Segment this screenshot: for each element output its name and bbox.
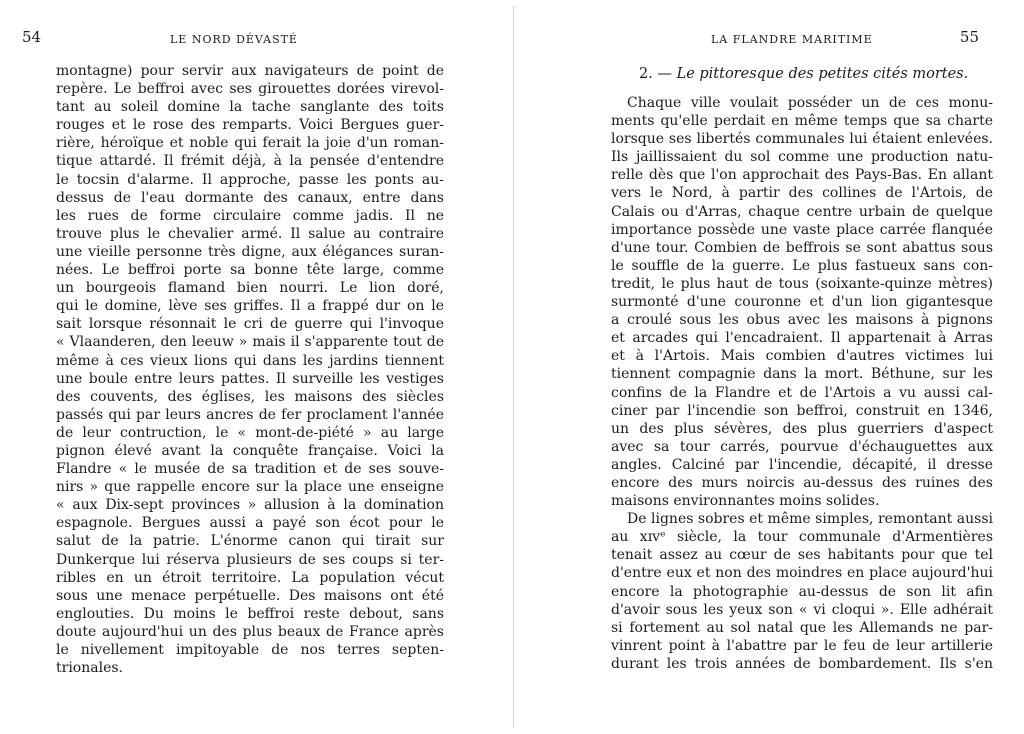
text-line: les rues de forme circulaire comme jadis. Il ne	[56, 207, 444, 224]
text-line: a croulé sous les obus avec les maisons à pignons	[611, 312, 993, 329]
text-line: au xɪvᵉ siècle, la tour communale d'Armentières	[611, 529, 993, 546]
section-number: 2. —	[639, 66, 672, 82]
text-line: durant les trois années de bombardement. Ils s'en	[611, 655, 993, 672]
text-line: vinrent point à l'abattre par le feu de leur artillerie	[611, 637, 993, 654]
text-line: surmonté d'une couronne et d'un lion gigantesque	[611, 294, 993, 311]
text-line: tredit, le plus haut de tous (soixante-quinze mètres)	[611, 275, 993, 292]
text-line: un des plus sévères, des plus guerriers d'aspect	[611, 420, 993, 437]
right-body-text	[611, 94, 993, 673]
right-running-title: LA FLANDRE MARITIME	[711, 33, 873, 46]
text-line: importance possède une vaste place carrée flanquée	[611, 221, 993, 238]
text-line: lorsque ses libertés communales lui étaient enlevées.	[611, 131, 993, 148]
text-line: doute aujourd'hui un des plus beaux de France après	[56, 623, 444, 640]
text-line: maisons environnantes moins solides.	[611, 493, 880, 510]
text-line: trouve plus le chevalier armé. Il salue au contraire	[56, 225, 444, 242]
text-line: relle dès que l'on approchait des Pays-Bas. En allant	[611, 167, 993, 184]
text-line: et arcades qui l'encadraient. Il appartenait à Arras	[611, 330, 993, 347]
text-line: une boule entre leurs pattes. Il surveille les vestiges	[56, 370, 444, 387]
text-line: de leur contruction, le « mont-de-piété » au large	[56, 424, 444, 441]
text-line: le nivellement impitoyable de nos terres septen-	[56, 642, 444, 658]
text-line: Chaque ville voulait posséder un de ces monu-	[627, 95, 993, 111]
text-line: dessus de l'eau dormante des canaux, entre dans	[56, 189, 444, 206]
text-line: angles. Calciné par l'incendie, décapité, il dresse	[611, 456, 993, 473]
text-line: confins de la Flandre et de l'Artois a vu aussi cal-	[611, 384, 993, 401]
text-line: sous une menace perpétuelle. Des maisons ont été	[56, 587, 444, 604]
text-line: ments qu'elle perdait en même temps que sa charte	[611, 113, 993, 130]
text-line: un bourgeois flamand bien nourri. Le lion doré,	[56, 280, 444, 297]
left-running-head	[18, 30, 448, 52]
text-line: si fortement au sol natal que les Allemands ne par-	[611, 619, 993, 636]
section-title: Le pittoresque des petites cités mortes.	[676, 66, 969, 82]
text-line: d'une tour. Combien de beffrois se sont abattus sous	[611, 239, 993, 256]
text-line: « aux Dix-sept provinces » allusion à la domination	[56, 497, 444, 514]
text-line: Dunkerque lui réserva plusieurs de ses coups si ter-	[56, 551, 444, 568]
text-line: nées. Le beffroi porte sa bonne tête large, comme	[56, 262, 444, 279]
text-line: sait lorsque résonnait le cri de guerre qui l'invoque	[56, 316, 444, 333]
text-line: englouties. Du moins le beffroi reste debout, sans	[56, 605, 444, 622]
text-line: nirs » que rappelle encore sur la place une enseigne	[56, 479, 444, 496]
text-line: même à ces vieux lions qui dans les jardins tiennent	[56, 352, 444, 369]
text-line: d'avoir sous les yeux son « vi cloqui ». Elle adhérait	[611, 601, 993, 618]
text-line: rouges et le rose des remparts. Voici Bergues guer-	[56, 117, 444, 134]
right-page-number: 55	[959, 28, 979, 46]
text-line: et à l'Artois. Mais combien d'autres victimes lui	[611, 348, 993, 365]
text-line: passés qui par leurs ancres de fer proclament l'année	[56, 406, 444, 423]
text-line: encore des murs noircis au-dessus des ruines des	[611, 474, 993, 491]
text-line: vers le Nord, à partir des collines de l'Artois, de	[611, 185, 993, 202]
text-line: espagnole. Bergues aussi a payé son écot pour le	[56, 515, 444, 532]
text-line: rière, héroïque et noble qui ferait la joie d'un roman-	[56, 135, 444, 152]
text-line: trionales.	[56, 660, 123, 677]
text-line: une vieille personne très digne, aux élégances suran-	[56, 243, 444, 260]
text-line: tiennent compagnie dans la mort. Béthune, sur les	[611, 366, 993, 383]
text-line: montagne) pour servir aux navigateurs de point de	[56, 63, 444, 79]
text-line: salut de la patrie. L'énorme canon qui tirait sur	[56, 533, 444, 550]
text-line: tique attardé. Il frémit déjà, à la pensée d'entendre	[56, 153, 444, 170]
text-line: Calais ou d'Arras, chaque centre urbain de quelque	[611, 203, 993, 220]
right-running-head	[593, 30, 993, 52]
text-line: tant au soleil domine la tache sanglante des toits	[56, 99, 444, 116]
text-line: des couvents, des églises, les maisons des siècles	[56, 388, 444, 405]
text-line: « Vlaanderen, den leeuw » mais il s'apparente tout de	[56, 334, 444, 351]
text-line: avec sa tour carrés, pourvue d'échauguettes aux	[611, 438, 993, 455]
text-line: le tocsin d'alarme. Il approche, passe les ponts au-	[56, 171, 444, 188]
left-page	[18, 0, 448, 734]
text-line: encore la photographie au-dessus de son lit afin	[611, 583, 993, 600]
text-line: qui le domine, lève ses griffes. Il a frappé dur on le	[56, 298, 444, 315]
left-page-number: 54	[22, 28, 42, 46]
text-line: le souffle de la guerre. Le plus fastueux sans con-	[611, 257, 993, 274]
text-line: De lignes sobres et même simples, remontant aussi	[627, 511, 993, 528]
right-page	[593, 0, 993, 734]
text-line: d'entre eux et non des moindres en place aujourd'hui	[611, 565, 993, 582]
page-gutter	[513, 6, 514, 728]
left-body-text	[56, 62, 444, 677]
left-running-title: LE NORD DÉVASTÉ	[170, 33, 298, 46]
text-line: ribles en un étroit territoire. La population vécut	[56, 569, 444, 586]
text-line: repère. Le beffroi avec ses girouettes dorées virevol-	[56, 81, 444, 98]
text-line: ciner par l'incendie son beffroi, construit en 1346,	[611, 402, 993, 419]
text-line: Flandre « le musée de sa tradition et de ses souve-	[56, 461, 444, 478]
section-heading	[639, 66, 979, 82]
text-line: pignon élevé avant la conquête française. Voici la	[56, 442, 444, 459]
text-line: Ils jaillissaient du sol comme une production natu-	[611, 149, 993, 166]
text-line: tenait assez au cœur de ses habitants pour que tel	[611, 547, 993, 564]
